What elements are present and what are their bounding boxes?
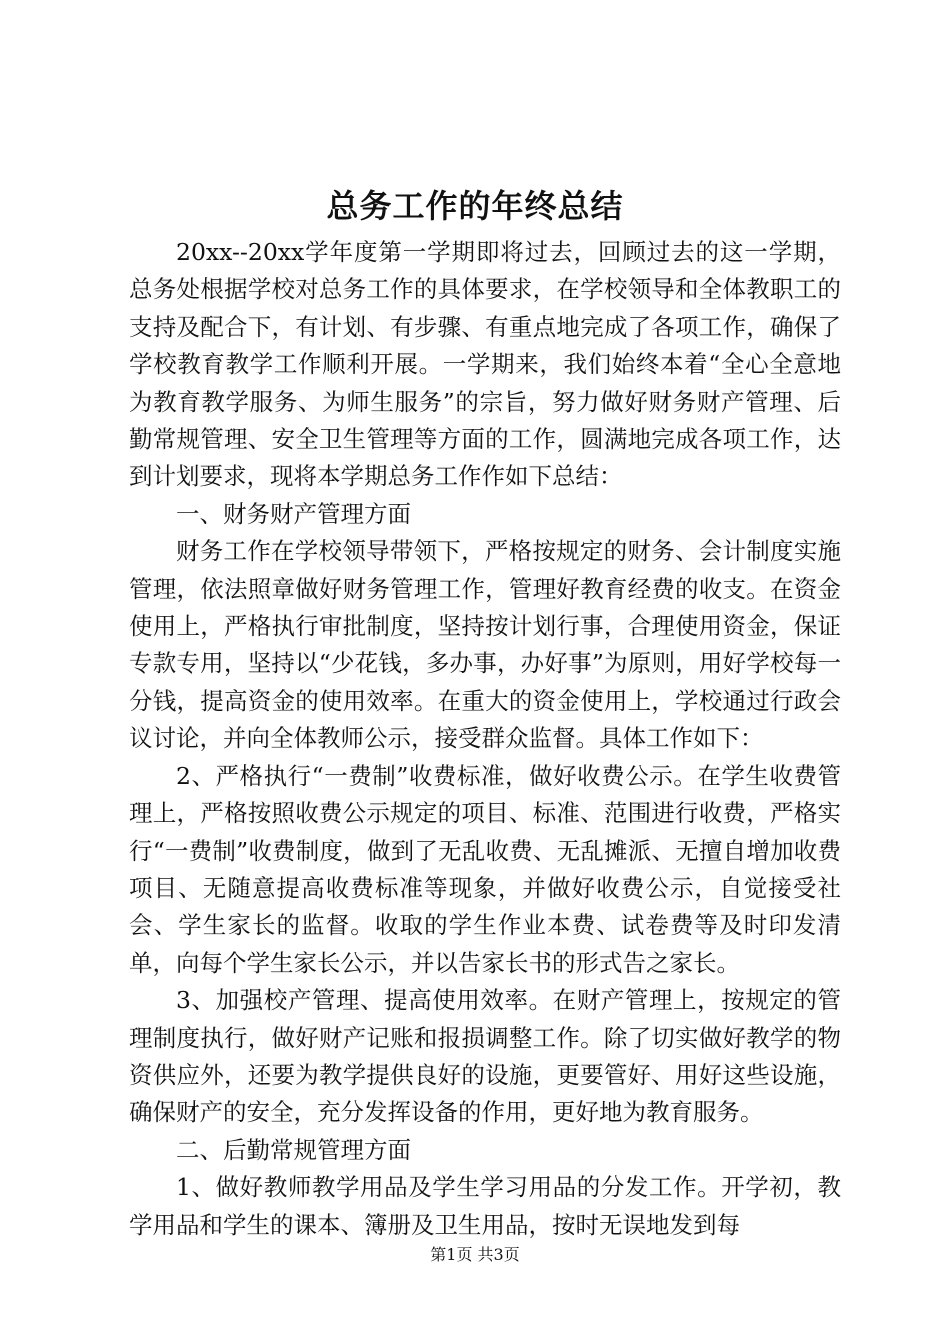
- fee-paragraph: 2、严格执行“一费制”收费标准，做好收费公示。在学生收费管理上，严格按照收费公示规定的项目、标准、范围进行收费，严格实行“一费制”收费制度，做到了无乱收费、无乱摊派、无擅自增加收费项目、无随意提高收费标准等现象，并做好收费公示，自觉接受社会、学生家长的监督。收取的学生作业本费、试卷费等及时印发清单，向每个学生家长公示，并以告家长书的形式告之家长。: [129, 761, 841, 977]
- document-title: 总务工作的年终总结: [326, 187, 624, 225]
- property-paragraph: 3、加强校产管理、提高使用效率。在财产管理上，按规定的管理制度执行，做好财产记账和报损调整工作。除了切实做好教学的物资供应外，还要为教学提供良好的设施，更要管好、用好这些设施，确保财产的安全，充分发挥设备的作用，更好地为教育服务。: [129, 986, 841, 1127]
- supplies-paragraph: 1、做好教师教学用品及学生学习用品的分发工作。开学初，教学用品和学生的课本、簿册及卫生用品，按时无误地发到每: [129, 1173, 841, 1239]
- intro-paragraph: 20xx--20xx学年度第一学期即将过去，回顾过去的这一学期，总务处根据学校对总务工作的具体要求，在学校领导和全体教职工的支持及配合下，有计划、有步骤、有重点地完成了各项工作，确保了学校教育教学工作顺利开展。一学期来，我们始终本着“全心全意地为教育教学服务、为师生服务”的宗旨，努力做好财务财产管理、后勤常规管理、安全卫生管理等方面的工作，圆满地完成各项工作，达到计划要求，现将本学期总务工作作如下总结：: [129, 238, 841, 491]
- document-body: [129, 234, 841, 1244]
- finance-paragraph: 财务工作在学校领导带领下，严格按规定的财务、会计制度实施管理，依法照章做好财务管理工作，管理好教育经费的收支。在资金使用上，严格执行审批制度，坚持按计划行事，合理使用资金，保证专款专用，坚持以“少花钱，多办事，办好事”为原则，用好学校每一分钱，提高资金的使用效率。在重大的资金使用上，学校通过行政会议讨论，并向全体教师公示，接受群众监督。具体工作如下：: [129, 537, 841, 753]
- page-footer: 第1页 共3页: [430, 1245, 520, 1264]
- section-heading-finance: 一、财务财产管理方面: [176, 499, 411, 528]
- section-heading-logistics: 二、后勤常规管理方面: [176, 1135, 411, 1164]
